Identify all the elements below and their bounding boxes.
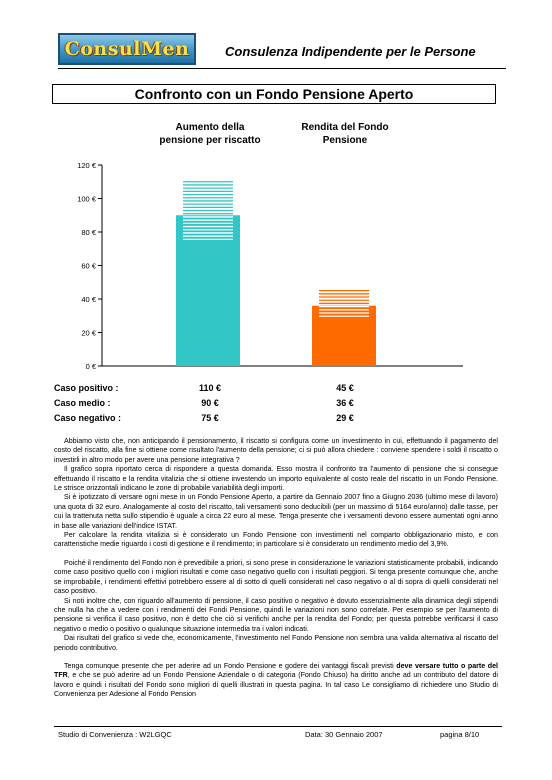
footer-study-id: Studio di Convenienza : W2LGQC: [58, 730, 172, 739]
consulmen-logo: [58, 33, 196, 65]
footer-divider: [54, 726, 502, 727]
left-column-header: Aumento della pensione per riscatto: [159, 122, 261, 146]
paragraph-calculation: Per calcolare la rendita vitalizia si è considerato un Fondo Pensione con investimenti nel comparto obbligazionario misto, e con caratteristiche medie riguardo i costi di gestione e il rendimento; in particolare si è considerato un rendimento medio del 3,9%.: [54, 531, 498, 549]
body-text-block-1: [54, 437, 498, 700]
stats-negative-right: 29 €: [336, 413, 354, 423]
stats-medium-right: 36 €: [336, 398, 354, 408]
stats-label-negative: Caso negativo :: [54, 413, 122, 423]
stats-negative-left: 75 €: [201, 413, 219, 423]
paragraph-intro: Abbiamo visto che, non anticipando il pensionamento, il riscatto si configura come un investimento in cui, effettuando il pagamento del costo del riscatto, alla fine si ottiene come risultato l'aumento della pensione; ci si può allora chiedere : conviene spendere i soldi il riscatto o investirli in altro modo per avere una pensione integrativa ?: [54, 437, 498, 464]
paragraph-variability: Poiché il rendimento del Fondo non è prevedibile a priori, si sono prese in considerazione le variazioni statisticamente probabili, indicando come caso positivo quello con i migliori risultati e come caso negativo quello con i risultati peggiori. Si tenga presente comunque che, anche se improbabile, i rendimenti effettivi potrebbero essere al di sotto di quelli considerati nel caso negativo o al di sopra di quelli considerati nel caso positivo.: [54, 558, 498, 596]
y-tick-label: 80 €: [81, 228, 96, 237]
paragraph-hypothesis: Si è ipotizzato di versare ogni mese in un Fondo Pensione Aperto, a partire da Gennaio 2007 fino a Giugno 2036 (ultimo mese di lavoro) una quota di 32 euro. Analogamente al costo del riscatto, tali versamenti sono deducibili (per un massimo di 5164 euro/anno) dalle tasse, per cui la trattenuta netta sullo stipendio è uguale a circa 22 euro al mese. Tenga presente che i versamenti devono essere aumentati ogni anno in base alle variazioni dell'indice ISTAT.: [54, 493, 498, 530]
y-tick-label: 100 €: [77, 194, 96, 204]
stats-label-medium: Caso medio :: [54, 398, 111, 408]
stats-positive-right: 45 €: [336, 383, 354, 393]
logo-text: ConsulMen: [64, 38, 190, 60]
y-tick-label: 40 €: [81, 295, 96, 304]
section-title: Confronto con un Fondo Pensione Aperto: [52, 84, 496, 104]
right-column-header: Rendita del Fondo Pensione: [301, 122, 389, 146]
paragraph-tfr-note: Tenga comunque presente che per aderire ad un Fondo Pensione e godere dei vantaggi fiscali previsti deve versare tutto o parte del TFR, e che se può aderire ad un Fondo Pensione Aziendale o di categoria (Fondo Chiuso) ha diritto anche ad un contributo del datore di lavoro e quindi i risultati del Fondo sono migliori di quelli illustrati in questa pagina. In tal caso Le consigliamo di richiedere uno Studio di Convenienza per Adesione al Fondo Pension: [54, 661, 498, 699]
paragraph-conclusion: Dai risultati del grafico si vede che, economicamente, l'investimento nel Fondo Pensione non sembra una valida alternativa al riscatto del periodo contributivo.: [54, 634, 498, 652]
y-tick-label: 20 €: [81, 328, 96, 338]
y-tick-label: 0 €: [85, 362, 96, 371]
bar-pension-fund: [312, 306, 376, 366]
footer-page-number: pagina 8/10: [440, 730, 480, 739]
paragraph-graph-explanation: Il grafico sopra riportato cerca di rispondere a questa domanda. Esso mostra il confronto tra l'aumento di pensione che si consegue effettuando il riscatto e la rendita vitalizia che si ottiene investendo un importo equivalente al costo reale del riscatto in un Fondo Pensione. Le strisce orizzontali indicano le zone di probabile variabilità degli importi.: [54, 465, 498, 493]
y-tick-label: 120 €: [77, 161, 96, 170]
comparison-bar-chart: [40, 155, 480, 375]
header-title: Consulenza Indipendente per le Persone: [225, 44, 476, 59]
bar-pension-increase: [176, 215, 240, 366]
stats-medium-left: 90 €: [201, 398, 219, 408]
header-divider: [58, 68, 506, 69]
paragraph-correlation: Si noti inoltre che, con riguardo all'aumento di pensione, il caso positivo o negativo è dovuto essenzialmente alla dinamica degli stipendi che nulla ha che a vedere con i rendimenti dei Fondi Pensione, quindi le variazioni non sono correlate. Per esempio se per l'aumento di pensione si verifica il caso positivo, non è detto che ciò si verifichi anche per la rendita del Fondo; per questa potrebbe verificarsi il caso negativo o medio o positivo o qualunque situazione intermedia tra i valori indicati.: [54, 596, 498, 633]
stats-positive-left: 110 €: [198, 383, 222, 393]
footer-date: Data: 30 Gennaio 2007: [305, 730, 383, 739]
y-tick-label: 60 €: [81, 261, 96, 271]
stats-label-positive: Caso positivo :: [54, 383, 119, 393]
variability-band-pension-fund: [319, 291, 369, 317]
